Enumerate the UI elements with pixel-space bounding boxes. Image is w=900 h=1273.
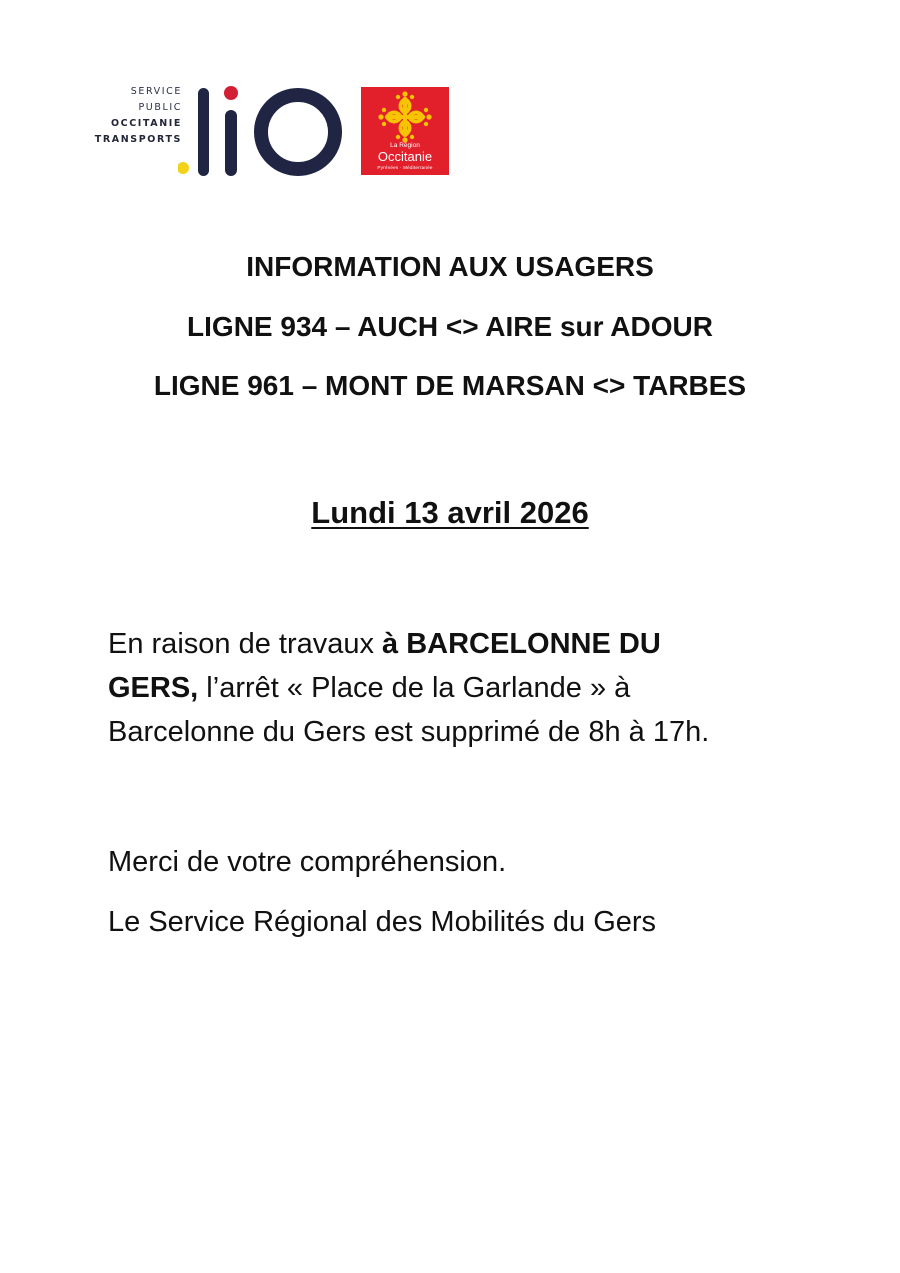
- line-961-title: LIGNE 961 – MONT DE MARSAN <> TARBES: [153, 370, 747, 401]
- body-text: En raison de travaux: [108, 628, 383, 660]
- lio-stroke-i: [225, 110, 237, 176]
- region-name: Occitanie: [377, 149, 433, 164]
- line-934-title: LIGNE 934 – AUCH <> AIRE sur ADOUR: [187, 311, 713, 342]
- region-occitanie-logo: [361, 87, 449, 175]
- lio-tagline-line: TRANSPORTS: [94, 134, 182, 145]
- body-emphasis: GERS,: [108, 672, 199, 704]
- region-small-label: La Région: [390, 142, 420, 149]
- notice-body: [108, 622, 808, 754]
- lio-tagline-line: OCCITANIE: [110, 118, 182, 129]
- lio-red-dot: [224, 86, 238, 100]
- lio-ring-o: [261, 95, 335, 169]
- thanks-text: Merci de votre compréhension.: [108, 846, 507, 878]
- region-subtitle: Pyrénées · Méditerranée: [377, 165, 433, 170]
- lio-stroke-l: [198, 88, 209, 176]
- signature: Le Service Régional des Mobilités du Gers: [108, 906, 657, 938]
- occitan-cross-icon: [377, 91, 433, 143]
- body-emphasis: à BARCELONNE DU: [382, 628, 661, 660]
- lio-logo-mark: [178, 84, 342, 180]
- body-line-1: [108, 622, 808, 666]
- lio-tagline-line: SERVICE: [130, 86, 182, 97]
- body-line-3: [108, 710, 808, 754]
- notice-date: Lundi 13 avril 2026: [311, 495, 589, 530]
- body-line-2: [108, 666, 808, 710]
- notice-title: INFORMATION AUX USAGERS: [246, 251, 654, 282]
- lio-yellow-dot: [178, 162, 189, 174]
- lio-tagline: [82, 84, 182, 148]
- lio-logo: [92, 84, 342, 180]
- body-text: Barcelonne du Gers est supprimé de 8h à 17h.: [108, 716, 710, 748]
- body-text: l’arrêt « Place de la Garlande » à: [198, 672, 631, 704]
- lio-tagline-line: PUBLIC: [138, 102, 182, 113]
